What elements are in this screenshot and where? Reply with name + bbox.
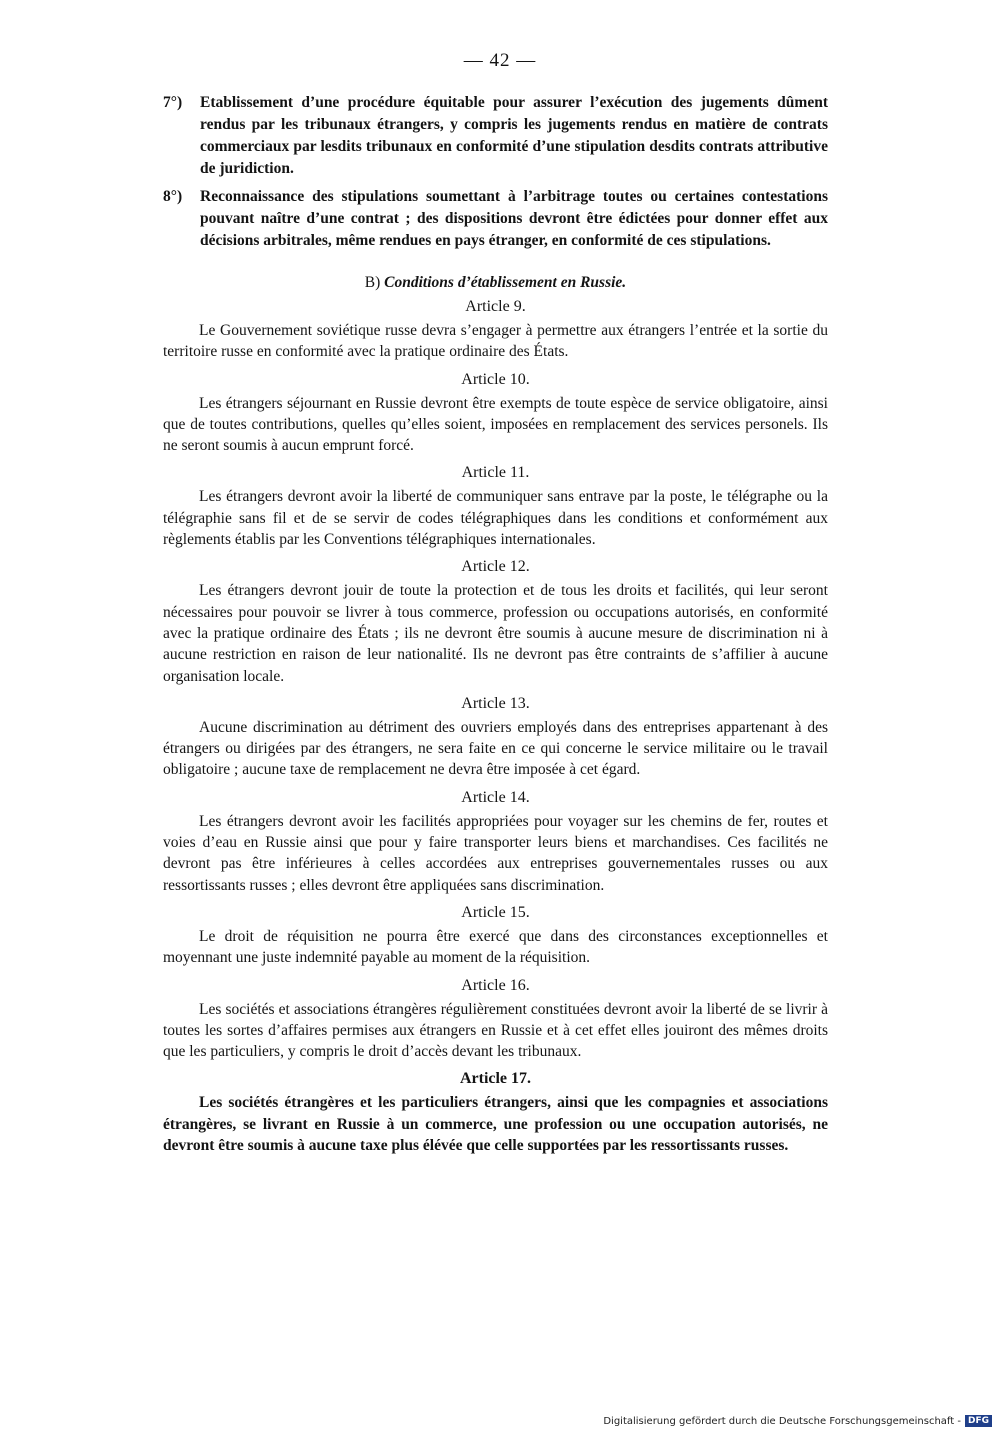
article-text: Les sociétés étrangères et les particuliers étrangers, ainsi que les compagnies et associations étrangères, se livrant en Russie à un commerce, une profession ou une occupation autorisés, ne devront être soumis à aucune taxe plus élévée que celle supportées par les ressortissants russes. [163,1094,828,1155]
article-16 [163,975,828,1063]
article-13 [163,693,828,781]
dfg-logo: DFG [965,1415,992,1427]
list-item-text: Reconnaissance des stipulations soumettant à l’arbitrage toutes ou certaines contestations pouvant naître d’une contrat ; des dispositions devront être édictées pour donner effet aux décisions arbitrales, même rendues en pays étranger, en conformité de ces stipulations. [200,188,828,249]
article-text: Les sociétés et associations étrangères régulièrement constituées devront avoir la liberté de se livrir à toutes les sortes d’affaires permises aux étrangers en Russie et à cet effet elles jouiront des mêmes droits que les particuliers, y compris le droit d’accès devant les tribunaux. [163,1000,828,1061]
article-title: Article 9. [465,298,526,315]
article-title: Article 16. [461,976,530,994]
article-text: Le Gouvernement soviétique russe devra s’engager à permettre aux étrangers l’entrée et la sortie du territoire russe en conformité avec la pratique ordinaire des États. [163,322,828,361]
article-9 [163,296,828,363]
list-item-number: 7°) [163,94,183,111]
document-body [163,92,828,1162]
article-14 [163,787,828,896]
credit-text: Digitalisierung gefördert durch die Deutsche Forschungsgemeinschaft - [603,1415,961,1427]
article-title: Article 12. [461,558,530,576]
article-12 [163,556,828,686]
article-title: Article 11. [461,464,530,482]
article-10 [163,369,828,457]
list-item-text: Etablissement d’une procédure équitable pour assurer l’exécution des jugements dûment rendus par les tribunaux étrangers, y compris les jugements rendus en matière de contrats commerciaux par lesdits tribunaux en conformité d’une stipulation desdits contrats attributive de juridiction. [200,94,828,177]
article-text: Les étrangers séjournant en Russie devront être exempts de toute espèce de service obligatoire, ainsi que de toutes contributions, quelles qu’elles soient, imposées en remplacement des services personels. Ils ne seront soumis à aucun emprunt forcé. [163,394,828,455]
article-17 [163,1068,828,1156]
list-item-8 [163,186,828,252]
section-heading [163,274,828,292]
article-title: Article 14. [461,788,530,806]
article-title: Article 17. [459,1070,532,1088]
section-prefix: B) [364,274,381,291]
list-item-7 [163,92,828,180]
article-text: Les étrangers devront jouir de toute la protection et de tous les droits et facilités, qui leur seront nécessaires pour pouvoir se livrer à tous commerce, profession ou occupations autorisés, en conformité avec la pratique ordinaire des États ; ils ne devront être soumis à aucune mesure de discrimination ni à aucune restriction en raison de leur nationalité. Ils ne devront pas être contraints de s’affilier à aucune organisation locale. [163,582,828,685]
article-title: Article 10. [461,370,530,388]
article-title: Article 15. [461,903,530,921]
article-11 [163,462,828,550]
article-text: Aucune discrimination au détriment des ouvriers employés dans des entreprises appartenant à des étrangers ou dirigées par des étrangers, ne sera faite en ce qui concerne le service militaire ou le travail obligatoire ; aucune taxe de remplacement ne devra être imposée à cet égard. [163,718,828,779]
article-text: Le droit de réquisition ne pourra être exercé que dans des circonstances exceptionnelles et moyennant une juste indemnité payable au moment de la réquisition. [163,927,828,967]
article-title: Article 13. [461,694,530,712]
article-text: Les étrangers devront avoir les facilités appropriées pour voyager sur les chemins de fer, routes et voies d’eau en Russie ainsi que pour y faire transporter leurs biens et marchandises. Ces facilités ne devront pas être inférieures à celles accordées aux entreprises gouvernementales russes ou aux ressortissants russes ; elles devront être appliquées sans discrimination. [163,812,828,894]
digitization-credit [603,1415,992,1427]
article-15 [163,902,828,969]
section-title: Conditions d’établissement en Russie. [384,274,627,291]
page-number: — 42 — [463,50,537,71]
list-item-number: 8°) [163,188,183,205]
article-text: Les étrangers devront avoir la liberté de communiquer sans entrave par la poste, le télégraphe ou la télégraphie sans fil et de se servir de codes télégraphiques dans les conditions et conformément aux règlements établis par les Conventions télégraphiques internationales. [163,488,828,549]
